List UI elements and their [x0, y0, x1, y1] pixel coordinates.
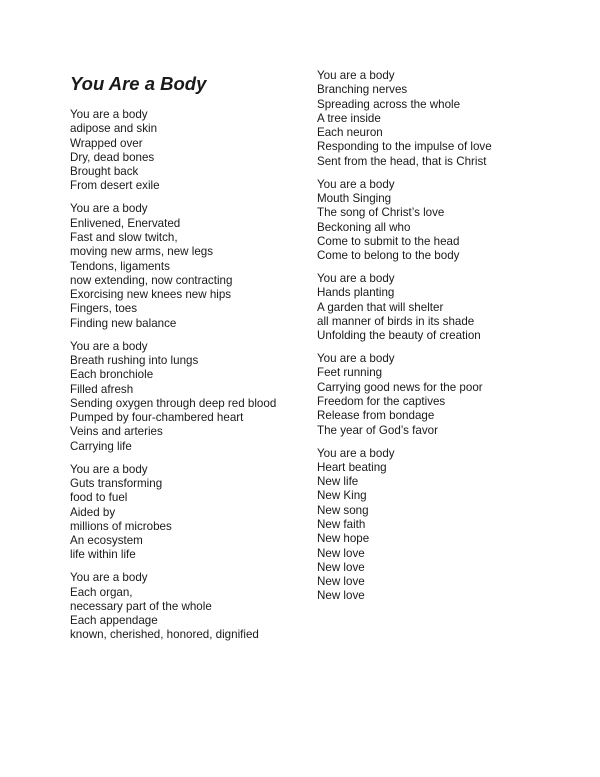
poem-line: moving new arms, new legs — [70, 245, 214, 259]
poem-line: A garden that will shelter — [317, 300, 444, 314]
poem-line: New love — [317, 589, 365, 603]
poem-line: New King — [317, 489, 367, 503]
poem-line: The year of God’s favor — [317, 423, 438, 437]
poem-line: New song — [317, 503, 369, 517]
poem-title: You Are a Body — [70, 73, 207, 94]
poem-line: You are a body — [317, 177, 395, 191]
poem-line: Pumped by four-chambered heart — [70, 411, 244, 425]
poem-line: You are a body — [317, 446, 395, 460]
stanza — [317, 272, 492, 343]
poem-line: You are a body — [70, 462, 148, 476]
poem-line: Fingers, toes — [70, 302, 138, 316]
poem-line: New love — [317, 546, 365, 560]
poem-line: known, cherished, honored, dignified — [70, 628, 259, 642]
poem-line: You are a body — [317, 69, 395, 82]
poem-line: Unfolding the beauty of creation — [317, 329, 481, 343]
poem-line: Each organ, — [70, 585, 133, 599]
poem-line: Aided by — [70, 505, 116, 519]
poem-line: You are a body — [317, 272, 395, 286]
poem-line: Exorcising new knees new hips — [70, 288, 232, 302]
poem-line: Hands planting — [317, 286, 395, 300]
poem-line: New life — [317, 475, 359, 489]
poem-line: You are a body — [70, 202, 148, 216]
stanza — [317, 69, 492, 169]
poem-line: New hope — [317, 532, 370, 546]
poem-line: Brought back — [70, 165, 139, 179]
poem-line: Come to belong to the body — [317, 249, 460, 263]
stanza — [317, 352, 492, 438]
stanza — [70, 340, 276, 454]
poem-right-column — [317, 69, 492, 612]
poem-line: Freedom for the captives — [317, 395, 446, 409]
poem-line: Heart beating — [317, 460, 387, 474]
poem-line: Enlivened, Enervated — [70, 216, 181, 230]
poem-line: You are a body — [70, 571, 148, 585]
stanza — [70, 571, 276, 642]
poem-line: Release from bondage — [317, 409, 435, 423]
poem-line: The song of Christ’s love — [317, 206, 445, 220]
poem-line: New love — [317, 575, 365, 589]
stanza — [317, 178, 492, 264]
poem-line: Carrying life — [70, 439, 132, 453]
poem-line: Responding to the impulse of love — [317, 140, 492, 154]
poem-line: Fast and slow twitch, — [70, 230, 178, 244]
poem-line: Tendons, ligaments — [70, 259, 170, 273]
poem-line: Wrapped over — [70, 136, 143, 150]
poem-line: all manner of birds in its shade — [317, 314, 475, 328]
poem-line: food to fuel — [70, 491, 128, 505]
poem-line: Come to submit to the head — [317, 234, 460, 248]
stanza — [317, 447, 492, 604]
poem-line: New love — [317, 560, 365, 574]
poem-line: Each appendage — [70, 614, 158, 628]
poem-line: life within life — [70, 548, 136, 562]
poem-line: An ecosystem — [70, 534, 143, 548]
stanza — [70, 202, 276, 331]
poem-line: You are a body — [70, 339, 148, 353]
poem-line: adipose and skin — [70, 122, 158, 136]
poem-line: Dry, dead bones — [70, 150, 155, 164]
poem-line: New faith — [317, 517, 366, 531]
poem-line: Spreading across the whole — [317, 97, 461, 111]
stanza — [70, 108, 276, 194]
poem-line: From desert exile — [70, 179, 160, 193]
poem-left-column — [70, 108, 276, 651]
poem-line: Veins and arteries — [70, 425, 163, 439]
poem-line: A tree inside — [317, 111, 381, 125]
poem-line: necessary part of the whole — [70, 599, 212, 613]
poem-line: You are a body — [317, 352, 395, 366]
poem-line: now extending, now contracting — [70, 273, 233, 287]
poem-line: Branching nerves — [317, 83, 408, 97]
poem-line: Mouth Singing — [317, 191, 392, 205]
poem-line: You are a body — [70, 108, 148, 121]
poem-line: Sending oxygen through deep red blood — [70, 396, 277, 410]
poem-line: Finding new balance — [70, 316, 177, 330]
stanza — [70, 463, 276, 563]
poem-line: Beckoning all who — [317, 220, 411, 234]
poem-line: Filled afresh — [70, 382, 134, 396]
poem-line: Each bronchiole — [70, 368, 154, 382]
poem-line: Breath rushing into lungs — [70, 353, 199, 367]
poem-line: Guts transforming — [70, 476, 163, 490]
poem-line: Each neuron — [317, 126, 383, 140]
poem-line: Sent from the head, that is Christ — [317, 154, 487, 168]
poem-line: millions of microbes — [70, 519, 172, 533]
poem-line: Carrying good news for the poor — [317, 380, 483, 394]
poem-line: Feet running — [317, 366, 383, 380]
